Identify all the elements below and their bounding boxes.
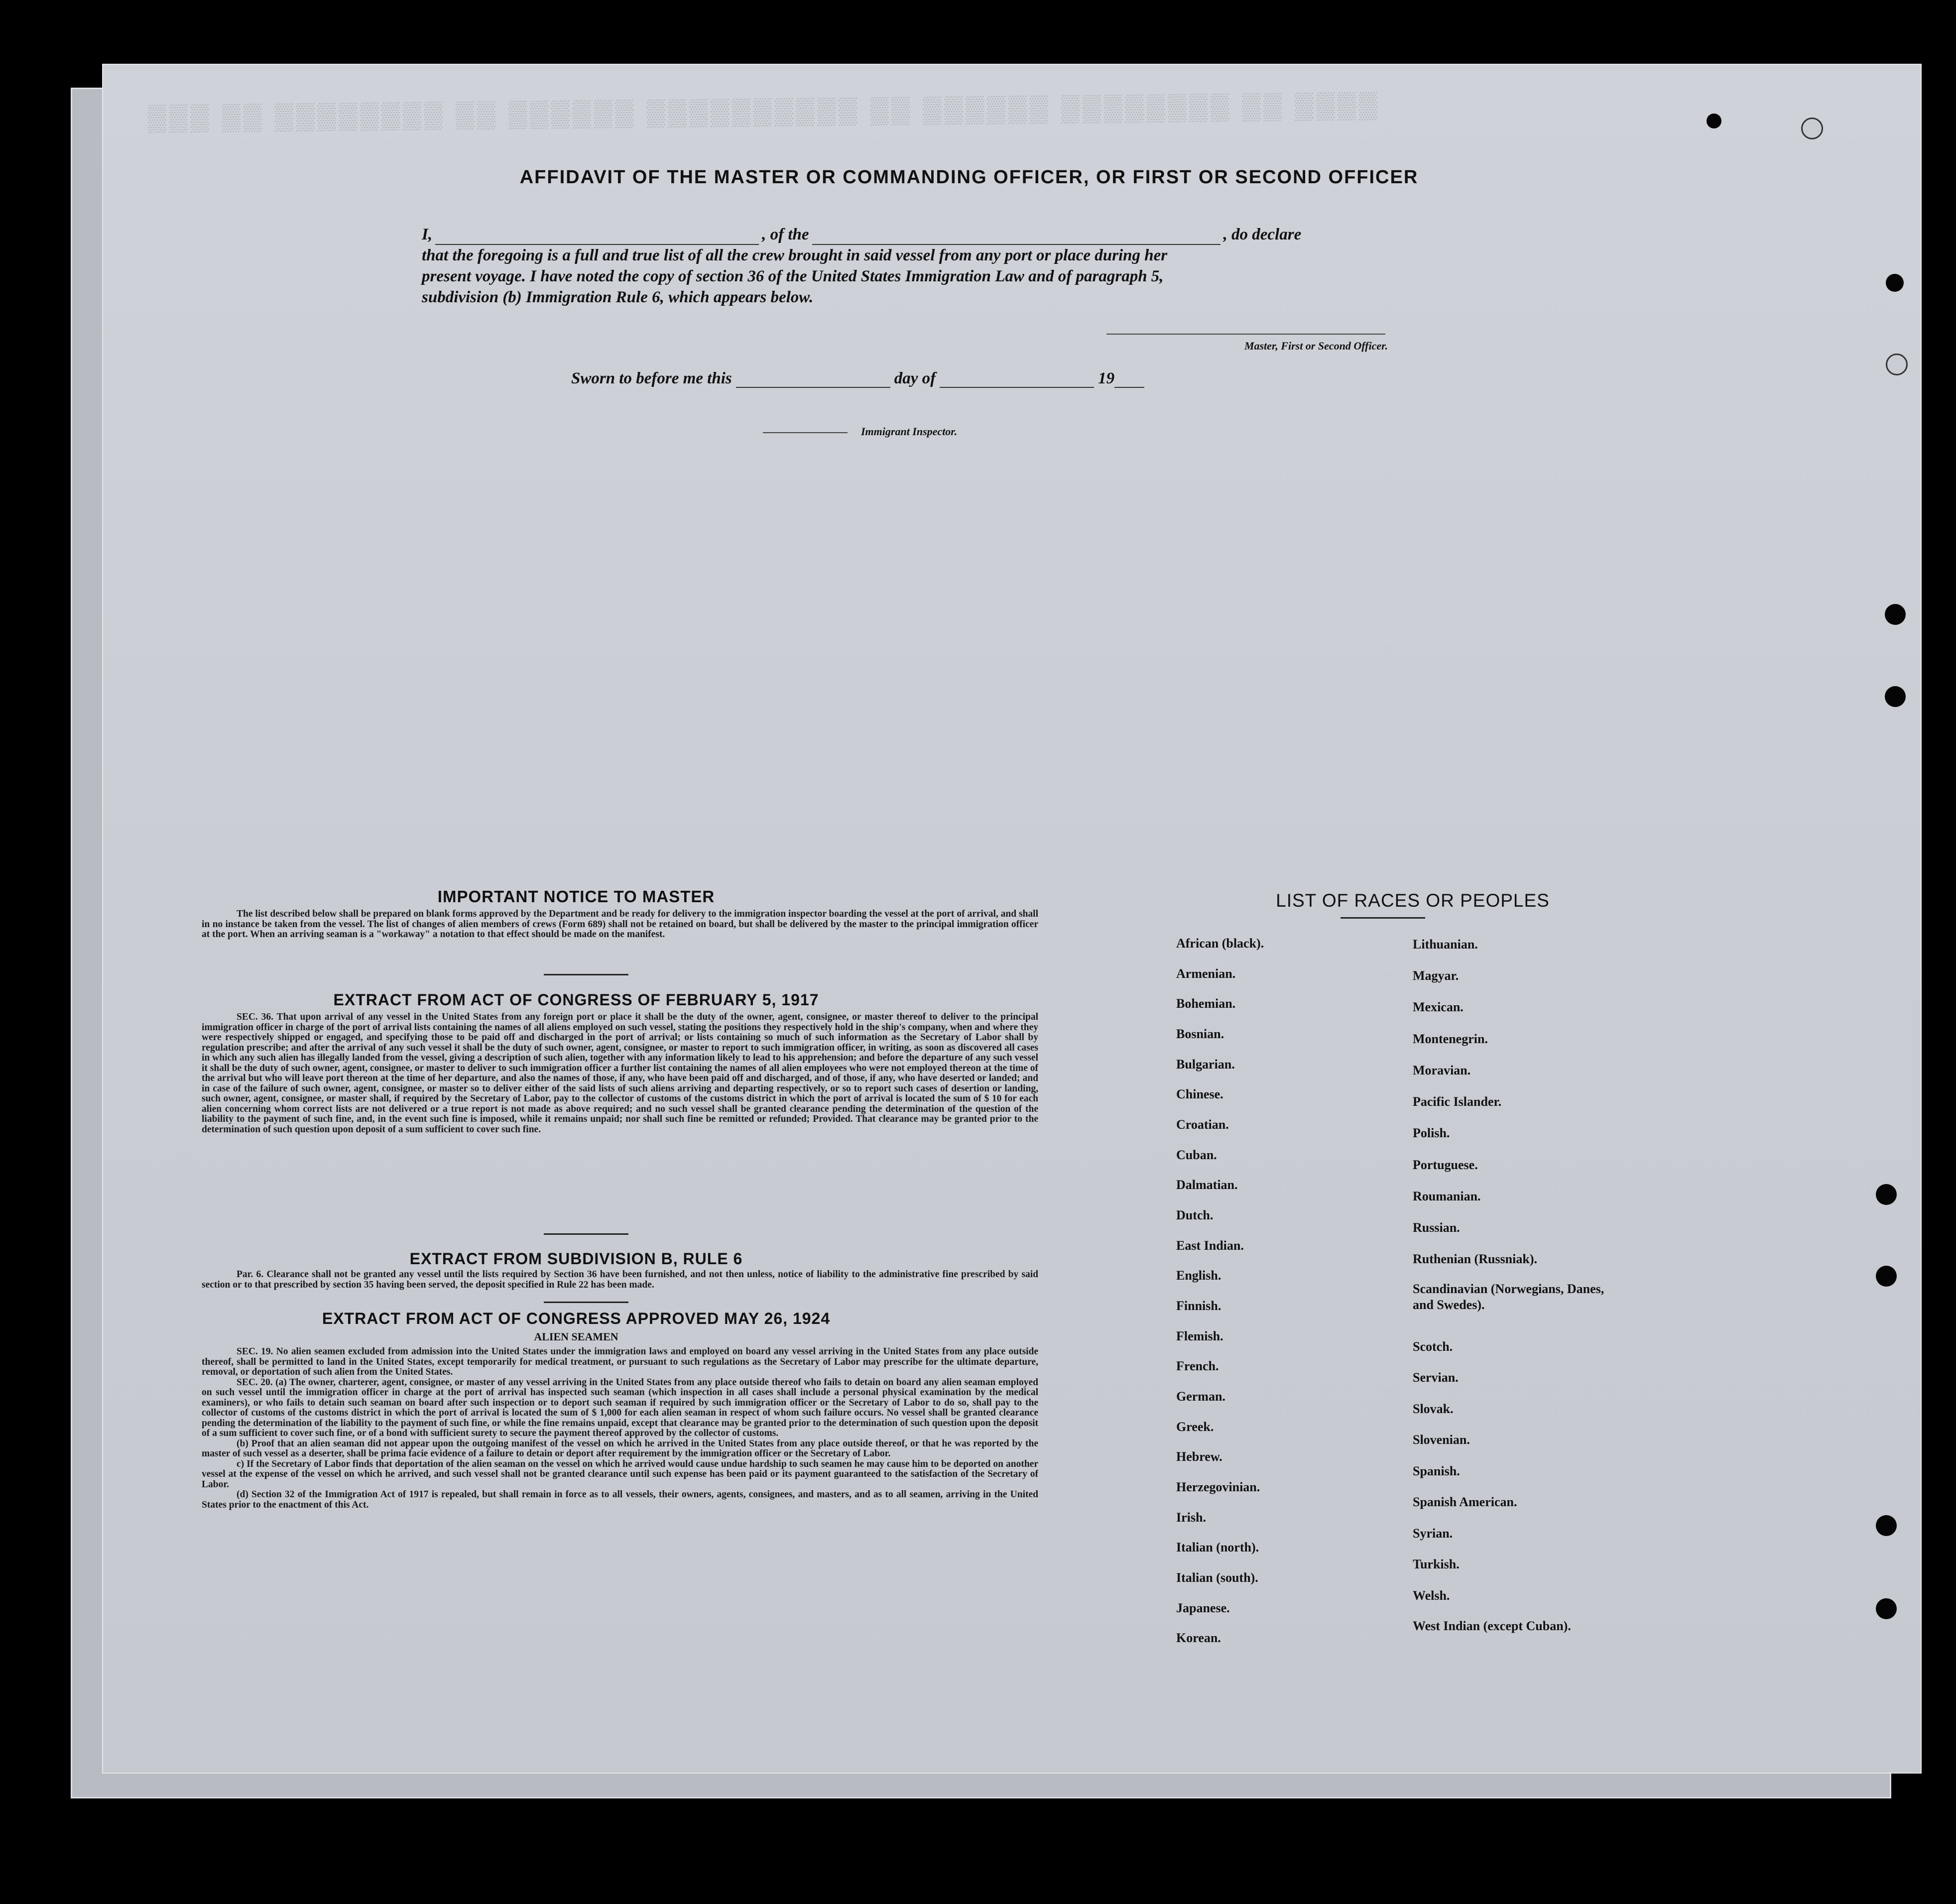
race-item: Herzegovinian. (1176, 1480, 1260, 1494)
race-item: Spanish American. (1413, 1495, 1517, 1509)
extract-1924-paragraph: (b) Proof that an alien seaman did not appear upon the outgoing manifest of the vessel on which he arrived in the United States from any place outside thereof, or that he was reported by the master of such vessel as a deserter, shall be prima facie evidence of a failure to detain or deport after requirement by the immigration officer or the Secretary of Labor. (202, 1438, 1038, 1459)
inspector-label: Immigrant Inspector. (861, 425, 958, 438)
affidavit-heading: AFFIDAVIT OF THE MASTER OR COMMANDING OFFICER, OR FIRST OR SECOND OFFICER (519, 167, 1419, 188)
race-item: Portuguese. (1413, 1158, 1478, 1172)
subdivision-heading: EXTRACT FROM SUBDIVISION B, RULE 6 (409, 1250, 743, 1268)
sworn-prefix: Sworn to before me this (571, 369, 732, 387)
extract-1917-paragraph: SEC. 36. That upon arrival of any vessel in the United States from any foreign port or place it shall be the duty of the owner, agent, consignee, or master thereof to deliver to the principal immigration officer in charge of the port of arrival lists containing the names of all aliens employed on such vessel, stating the positions they respectively hold in the ship's company, when and where they were respectively shipped or engaged, and specifying those to be paid off and discharged in the port of arrival; or lists containing so much of such information as the Secretary of Labor shall by regulation prescribe; and after the arrival of any such vessel it shall be the duty of such owner, agent, consignee, or master to report to such immigration officer, in writing, as soon as discovered all cases in which any such alien has illegally landed from the vessel, giving a description of such alien, together with any information likely to lead to his apprehension; and before the departure of any such vessel it shall be the duty of such owner, agent, consignee, or master to deliver to such immigration officer a further list containing the names of all alien employees who were not employed thereon at the time of the arrival but who will leave port thereon at the time of her departure, and also the names of those, if any, who have been paid off and discharged, and of those, if any, who have deserted or landed; and in case of the failure of such owner, agent, consignee, or master so to deliver either of the said lists of such aliens arriving and departing respectively, or so to report such cases of desertion or landing, such owner, agent, consignee, or master shall, if required by the Secretary of Labor, pay to the collector of customs of the customs district in which the port of arrival is located the sum of $ 10 for each alien concerning whom correct lists are not delivered or a true report is not made as above required; and no such vessel shall be granted clearance pending the determination of the question of the liability to the payment of such fine, and, in the event such fine is imposed, while it remains unpaid; nor shall such fine be remitted or refunded; Provided. That clearance may be granted prior to the determination of such question upon deposit of a sum sufficient to cover such fine. (202, 1012, 1038, 1135)
race-item: Chinese. (1176, 1087, 1223, 1101)
document-page (102, 64, 1922, 1774)
extract-1924-text (202, 1347, 1038, 1510)
declaration-line-2: that the foregoing is a full and true list of all the crew brought in said vessel from any port or place during her (422, 246, 1168, 264)
extract-1924-paragraph: c) If the Secretary of Labor finds that deportation of the alien seaman on the vessel on which he arrived would cause undue hardship to such seamen he may cause him to be deported on another vessel at the expense of the vessel on which he arrived, and such vessel shall not be granted clearance until such expense has been paid or its payment guaranteed to the satisfaction of the Secretary of Labor. (202, 1458, 1038, 1490)
race-item: English. (1176, 1268, 1222, 1283)
punch-hole (1885, 604, 1906, 625)
punch-hole (1876, 1266, 1897, 1287)
affidavit-declaration (422, 224, 1487, 308)
declaration-i: I, (422, 226, 433, 243)
signature-label: Master, First or Second Officer. (1244, 340, 1388, 352)
declaration-do-declare: , do declare (1223, 226, 1302, 243)
sworn-year-blank (1114, 373, 1144, 388)
declaration-line-1 (422, 224, 1487, 245)
race-item: Bohemian. (1176, 996, 1236, 1011)
race-item: German. (1176, 1389, 1225, 1404)
race-item: Servian. (1413, 1370, 1459, 1385)
race-item: Armenian. (1176, 966, 1236, 981)
punch-hole (1707, 114, 1721, 128)
sworn-day-of: day of (894, 369, 936, 387)
sworn-line (571, 369, 1148, 388)
inspector-signature-line (763, 432, 848, 433)
race-item: Japanese. (1176, 1601, 1230, 1615)
extract-1924-paragraph: SEC. 19. No alien seamen excluded from admission into the United States under the immigration laws and employed on board any vessel arriving in the United States from any place outside thereof, shall be permitted to land in the United States, except temporarily for medical treatment, or pursuant to such regulations as the Secretary of Labor may prescribe for the ultimate departure, removal, or deportation of such alien from the United States. (202, 1346, 1038, 1377)
race-item: Moravian. (1413, 1063, 1471, 1077)
extract-1924-subheading: ALIEN SEAMEN (534, 1330, 618, 1343)
punch-hole-ring-top-left (1801, 118, 1823, 139)
bleed-through-header: ▒▒▒ ▒▒ ▒▒▒▒▒▒▒▒ ▒▒ ▒▒▒▒▒▒ ▒▒▒▒▒▒▒▒▒▒ ▒▒ ▒▒▒▒▒▒ ▒▒▒▒▒▒▒▒ ▒▒ ▒▒▒▒ (147, 90, 1381, 132)
race-item: West Indian (except Cuban). (1413, 1619, 1571, 1633)
race-item: Bulgarian. (1176, 1057, 1235, 1071)
notice-text (202, 909, 1038, 940)
race-item: Scandinavian (Norwegians, Danes, and Swedes). (1413, 1282, 1604, 1312)
declaration-line-4: subdivision (b) Immigration Rule 6, which appears below. (422, 288, 814, 306)
signature-line (1106, 334, 1385, 335)
subdivision-text (202, 1270, 1038, 1290)
divider-rule (544, 974, 628, 975)
race-item: Bosnian. (1176, 1027, 1224, 1041)
punch-hole (1876, 1184, 1897, 1205)
punch-hole (1885, 686, 1906, 707)
race-item: Finnish. (1176, 1299, 1222, 1313)
race-item: East Indian. (1176, 1238, 1244, 1253)
race-item: Mexican. (1413, 1000, 1464, 1014)
race-item: Magyar. (1413, 968, 1459, 983)
race-item: Cuban. (1176, 1148, 1217, 1162)
race-item: Hebrew. (1176, 1449, 1222, 1464)
sworn-year-prefix: 19 (1098, 369, 1115, 387)
race-item: Irish. (1176, 1510, 1206, 1525)
race-item: Scotch. (1413, 1339, 1453, 1354)
declaration-line-3: present voyage. I have noted the copy of section 36 of the United States Immigration Law and of paragraph 5, (422, 267, 1164, 285)
race-item: Dutch. (1176, 1208, 1214, 1222)
race-item: Polish. (1413, 1126, 1450, 1140)
race-item: Montenegrin. (1413, 1032, 1488, 1046)
declaration-of-the: , of the (762, 226, 809, 243)
punch-hole (1886, 274, 1904, 292)
extract-1917-text (202, 1012, 1038, 1135)
extract-1924-paragraph: (d) Section 32 of the Immigration Act of 1917 is repealed, but shall remain in force as to all vessels, their owners, agents, consignees, and masters, and as to all seamen, arriving in the United States prior to the enactment of this Act. (202, 1489, 1038, 1510)
race-item: French. (1176, 1359, 1219, 1373)
race-item: Welsh. (1413, 1588, 1450, 1603)
punch-hole-ring (1886, 354, 1908, 375)
extract-1917-heading: EXTRACT FROM ACT OF CONGRESS OF FEBRUARY 5, 1917 (333, 991, 819, 1009)
punch-hole (1876, 1598, 1897, 1619)
race-item: Turkish. (1413, 1557, 1460, 1571)
name-blank (435, 229, 759, 245)
race-item: Slovenian. (1413, 1432, 1470, 1447)
subdivision-paragraph: Par. 6. Clearance shall not be granted any vessel until the lists required by Section 36 have been furnished, and not then unless, notice of liability to the administrative fine prescribed by said section or to that prescribed by section 35 having been served, the deposit specified in Rule 22 has been made. (202, 1269, 1038, 1290)
races-heading-underline (1341, 917, 1425, 919)
race-item: Croatian. (1176, 1117, 1229, 1132)
races-heading: LIST OF RACES OR PEOPLES (1276, 890, 1550, 911)
race-item: Korean. (1176, 1631, 1221, 1645)
sworn-month-blank (940, 373, 1094, 388)
punch-hole (1876, 1515, 1897, 1536)
race-item: Spanish. (1413, 1464, 1460, 1478)
race-item: Ruthenian (Russniak). (1413, 1252, 1537, 1266)
notice-heading: IMPORTANT NOTICE TO MASTER (437, 887, 715, 906)
race-item: Slovak. (1413, 1402, 1454, 1416)
race-item: Lithuanian. (1413, 937, 1478, 952)
race-item: Italian (north). (1176, 1540, 1259, 1554)
sworn-day-blank (736, 373, 890, 388)
race-item: Flemish. (1176, 1329, 1223, 1343)
race-item: Greek. (1176, 1420, 1214, 1434)
divider-rule (544, 1233, 628, 1235)
race-item: Roumanian. (1413, 1189, 1481, 1203)
race-item: Pacific Islander. (1413, 1094, 1502, 1109)
extract-1924-paragraph: SEC. 20. (a) The owner, charterer, agent, consignee, or master of any vessel arriving in the United States from any place outside thereof who fails to detain on board any alien seaman employed on such vessel until the immigration officer in charge at the port of arrival has inspected such seaman (which inspection in all cases shall include a personal physical examination by the medical examiners), or who fails to detain such seaman on board after such inspection or to deport such seaman if required by such immigration officer or the Secretary of Labor to do so, shall pay to the collector of customs of the customs district in which the port of arrival is located the sum of $ 1,000 for each alien seaman in respect of whom such failure occurs. No vessel shall be granted clearance pending the determination of the liability to the payment of such fine, or while the fine remains unpaid, except that clearance may be granted prior to the determination of such question upon the deposit of a sum sufficient to cover such fine, or of a bond with sufficient surety to secure the payment thereof approved by the collector of customs. (202, 1377, 1038, 1438)
notice-paragraph: The list described below shall be prepared on blank forms approved by the Department and be ready for delivery to the immigration inspector boarding the vessel at the port of arrival, and shall in no instance be taken from the vessel. The list of changes of alien members of crews (Form 689) shall not be retained on board, but shall be delivered by the master to the principal immigration officer at the port. When an arriving seaman is a "workaway" a notation to that effect should be made on the manifest. (202, 909, 1038, 940)
race-item: Syrian. (1413, 1526, 1453, 1541)
extract-1924-heading: EXTRACT FROM ACT OF CONGRESS APPROVED MAY 26, 1924 (322, 1309, 831, 1327)
race-item: African (black). (1176, 936, 1264, 951)
divider-rule (544, 1302, 628, 1303)
vessel-blank (812, 229, 1221, 245)
race-item: Russian. (1413, 1220, 1460, 1235)
race-item: Italian (south). (1176, 1570, 1258, 1585)
race-item: Dalmatian. (1176, 1178, 1238, 1192)
